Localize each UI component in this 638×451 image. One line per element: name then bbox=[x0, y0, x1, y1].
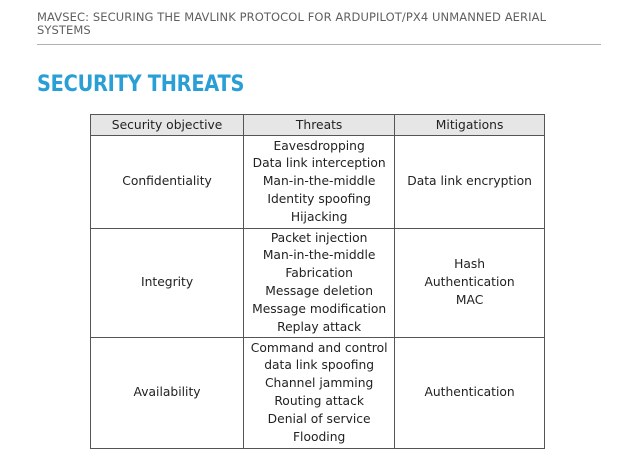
header-title: MAVSEC: SECURING THE MAVLINK PROTOCOL FOR ARDUPILOT/PX4 UNMANNED AERIAL SYSTEMS bbox=[37, 10, 547, 37]
objective-cell: Confidentiality bbox=[91, 136, 244, 229]
threat-item: Fabrication bbox=[285, 266, 353, 281]
security-threats-table bbox=[90, 114, 545, 449]
mitigations-cell bbox=[395, 338, 545, 449]
threats-cell bbox=[244, 136, 395, 229]
threat-item: Denial of service bbox=[267, 411, 371, 426]
objective-cell: Integrity bbox=[91, 229, 244, 338]
mitigations-cell bbox=[395, 229, 545, 338]
table-header-row bbox=[91, 115, 545, 136]
header-divider bbox=[37, 44, 601, 45]
objective-cell: Availability bbox=[91, 338, 244, 449]
mitigation-item: Data link encryption bbox=[407, 174, 532, 189]
column-header-mitigations: Mitigations bbox=[395, 115, 545, 136]
threat-item: Message modification bbox=[252, 301, 387, 316]
threat-item: Eavesdropping bbox=[273, 138, 365, 153]
threat-item: Man-in-the-middle bbox=[262, 248, 376, 263]
mitigation-item: Hash bbox=[454, 257, 486, 272]
threat-item: Identity spoofing bbox=[267, 191, 371, 206]
threat-item: Routing attack bbox=[274, 394, 364, 408]
column-header-objective: Security objective bbox=[91, 115, 244, 136]
mitigation-item: MAC bbox=[455, 292, 484, 307]
threat-item: Hijacking bbox=[290, 209, 348, 224]
threat-item: Replay attack bbox=[277, 319, 362, 334]
mitigation-item: Authentication bbox=[424, 385, 515, 400]
column-header-threats: Threats bbox=[244, 115, 395, 136]
table-row bbox=[91, 229, 545, 338]
mitigations-cell bbox=[395, 136, 545, 229]
table-row bbox=[91, 338, 545, 449]
threat-item: Data link interception bbox=[252, 156, 386, 171]
threat-item: Channel jamming bbox=[264, 376, 374, 391]
threat-item: Flooding bbox=[292, 429, 346, 444]
threats-cell bbox=[244, 229, 395, 338]
mitigation-item: Authentication bbox=[424, 275, 515, 290]
slide-title: SECURITY THREATS bbox=[37, 72, 245, 97]
threat-item: data link spoofing bbox=[264, 358, 375, 373]
threat-item: Command and control bbox=[250, 340, 388, 355]
threat-item: Packet injection bbox=[270, 230, 368, 245]
table-row bbox=[91, 136, 545, 229]
threat-item: Message deletion bbox=[265, 284, 373, 298]
threats-cell bbox=[244, 338, 395, 449]
threat-item: Man-in-the-middle bbox=[262, 174, 376, 189]
